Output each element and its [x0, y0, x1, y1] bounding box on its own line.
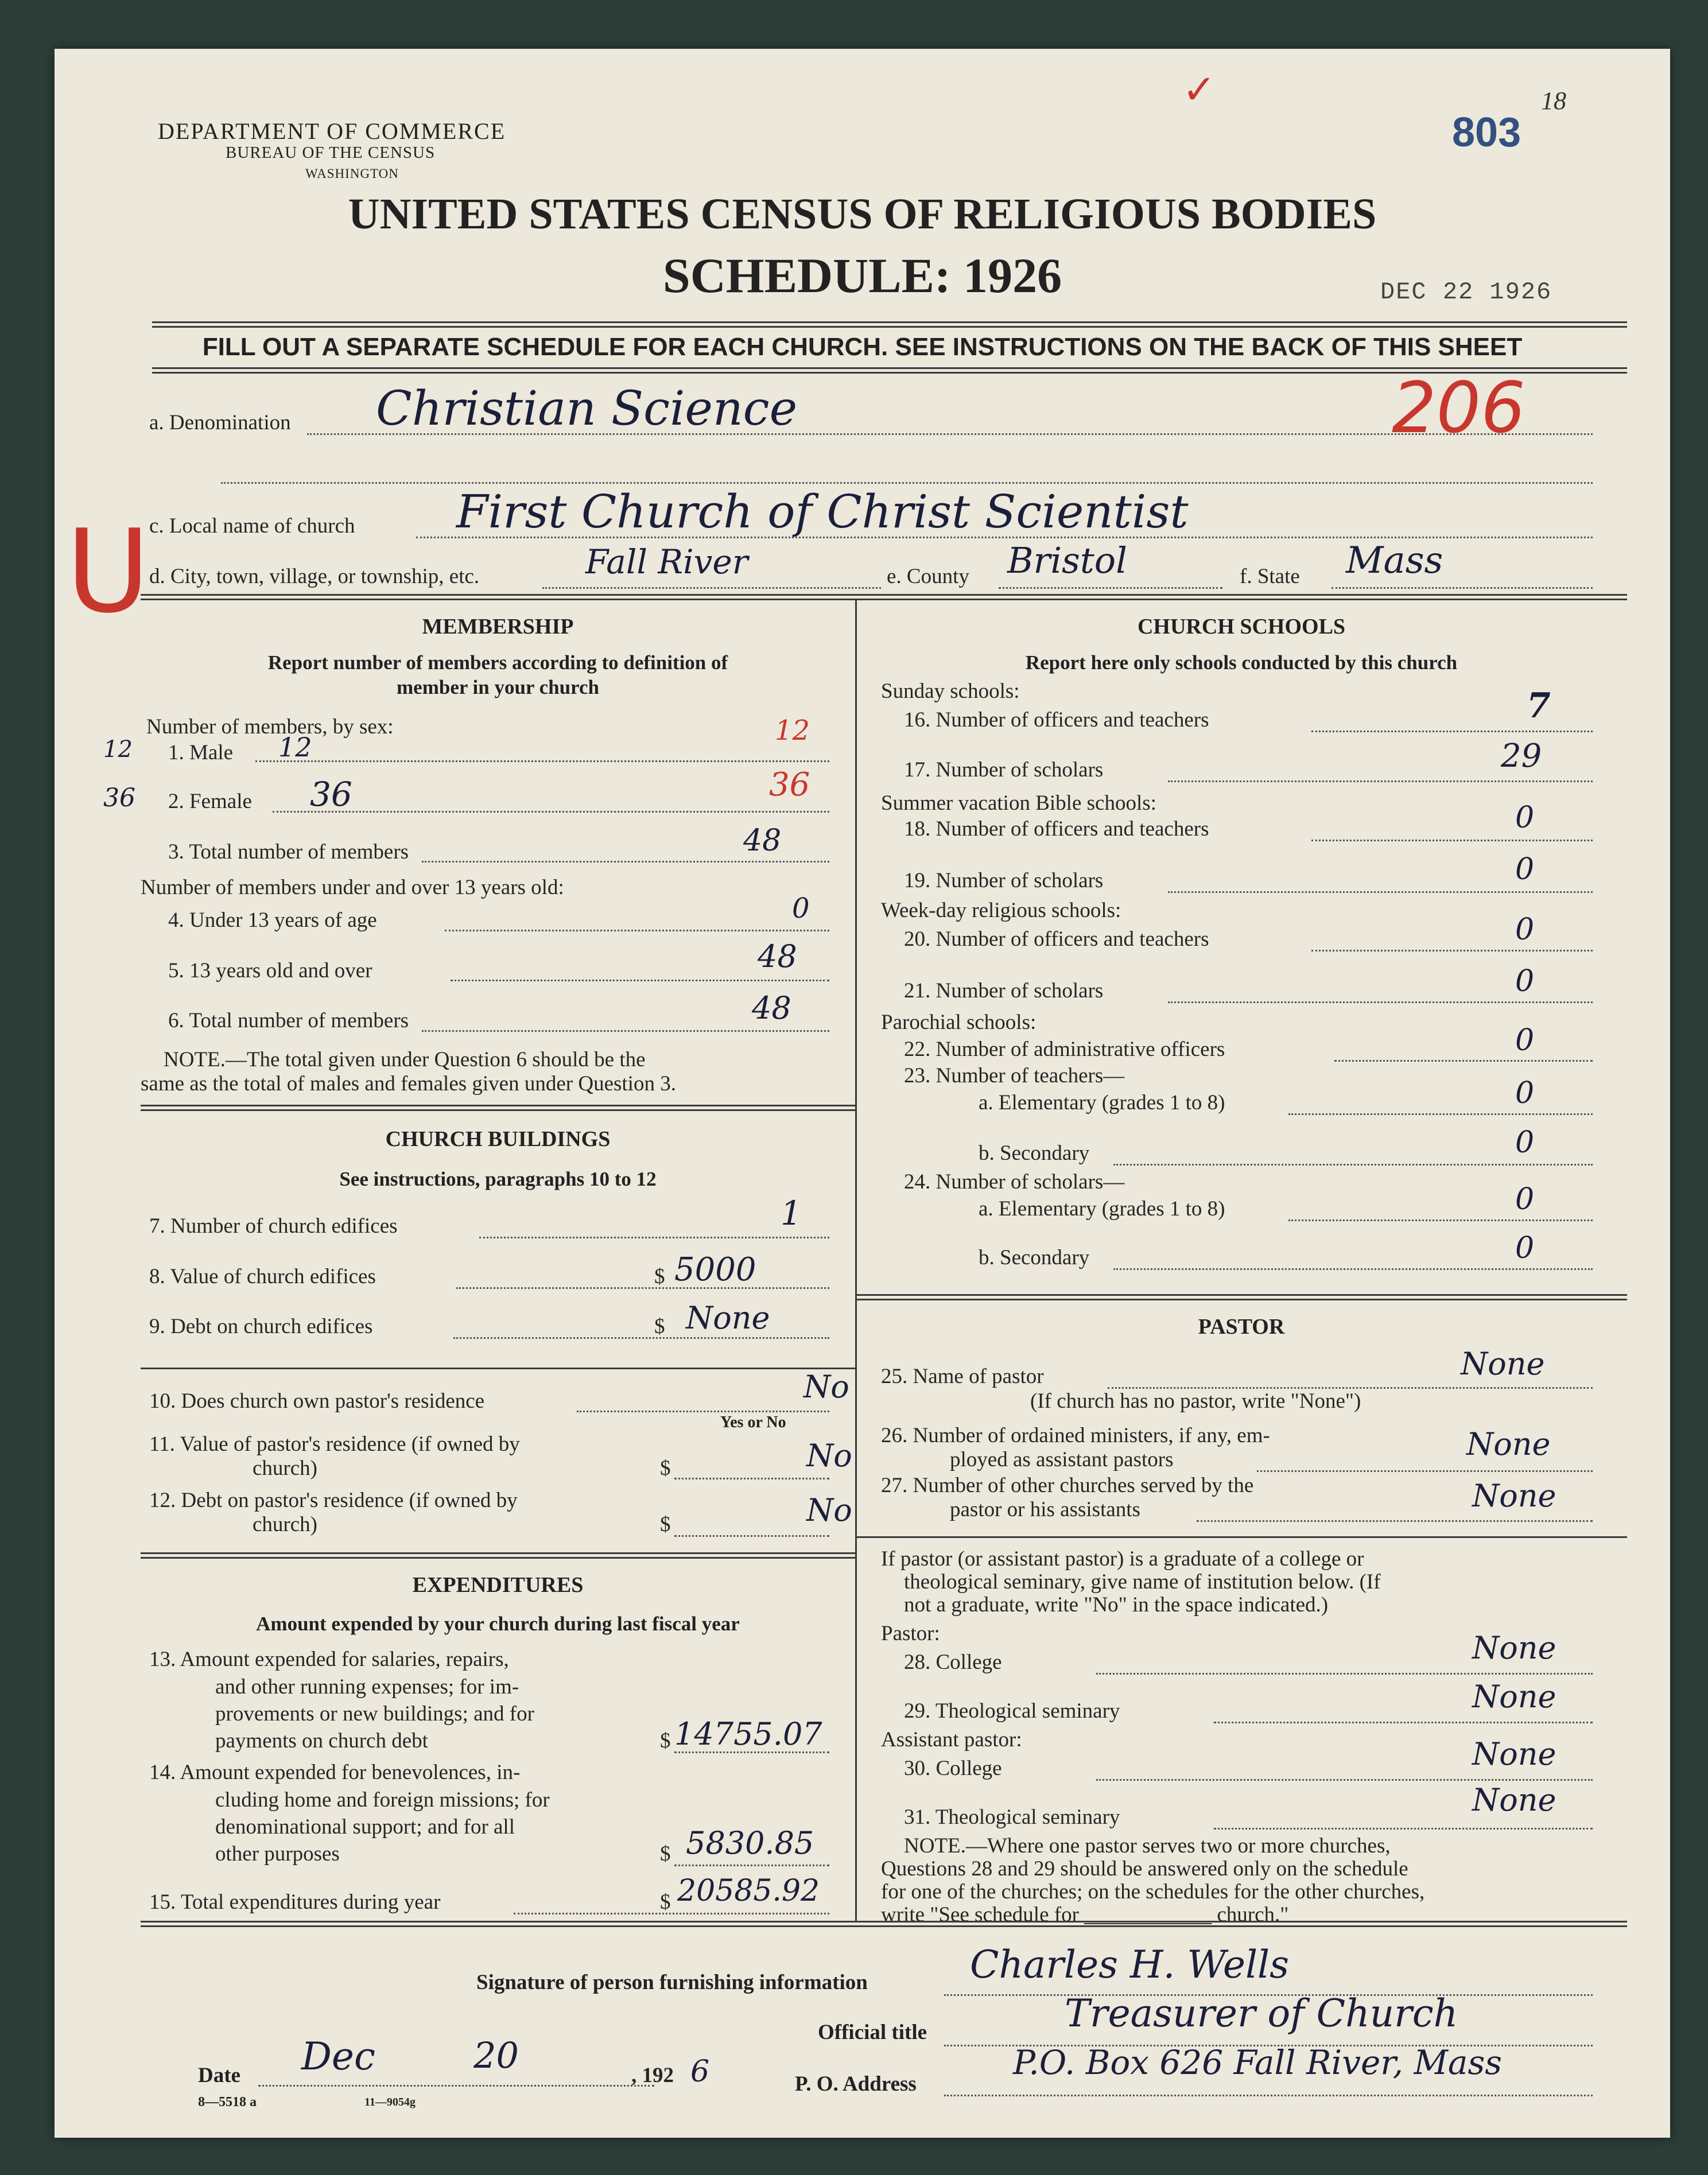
column-divider: [855, 599, 857, 1921]
red-code: 206: [1392, 367, 1525, 449]
state-value[interactable]: Mass: [1346, 539, 1443, 582]
q13-value[interactable]: 14755.07: [674, 1716, 822, 1752]
q11-value[interactable]: No: [806, 1438, 852, 1474]
q26-label-b: ployed as assistant pastors: [950, 1448, 1174, 1471]
denomination-label: a. Denomination: [149, 411, 291, 434]
q20-value[interactable]: 0: [1515, 912, 1535, 947]
q12-value[interactable]: No: [806, 1492, 852, 1528]
banner: FILL OUT A SEPARATE SCHEDULE FOR EACH CHURCH. SEE INSTRUCTIONS ON THE BACK OF THIS SHEET: [202, 333, 1523, 361]
stamp-superscript: 18: [1541, 87, 1566, 115]
q4-value[interactable]: 0: [792, 892, 810, 925]
city-line: WASHINGTON: [305, 166, 399, 181]
bureau-line: BUREAU OF THE CENSUS: [226, 143, 436, 162]
expenditures-subtitle: Amount expended by your church during last fiscal year: [256, 1613, 740, 1635]
red-letter-mark: U: [66, 505, 150, 639]
expenditures-title: EXPENDITURES: [412, 1573, 584, 1597]
q9-label: 9. Debt on church edifices: [149, 1315, 373, 1338]
q24b-label: b. Secondary: [979, 1246, 1090, 1269]
q26-label-a: 26. Number of ordained ministers, if any, em-: [881, 1424, 1270, 1447]
q23b-value[interactable]: 0: [1515, 1125, 1535, 1160]
q7-label: 7. Number of church edifices: [149, 1214, 398, 1238]
q8-label: 8. Value of church edifices: [149, 1265, 376, 1288]
buildings-title: CHURCH BUILDINGS: [385, 1127, 611, 1151]
q5-value[interactable]: 48: [758, 938, 797, 974]
graduate-instruction-3: not a graduate, write "No" in the space indicated.): [904, 1593, 1329, 1617]
date-year-printed: , 192: [631, 2064, 674, 2087]
q13-label-d: payments on church debt: [215, 1729, 428, 1753]
city-label: d. City, town, village, or township, etc.: [149, 565, 480, 588]
by-sex-label: Number of members, by sex:: [146, 715, 394, 739]
pastor-label: Pastor:: [881, 1622, 940, 1645]
q11-label-b: church): [253, 1457, 317, 1480]
q12-dollar: $: [660, 1513, 671, 1536]
official-title-label: Official title: [818, 2021, 927, 2044]
date-day[interactable]: 20: [473, 2034, 519, 2076]
q6-value[interactable]: 48: [752, 990, 791, 1026]
q16-value[interactable]: 7: [1527, 686, 1551, 726]
q6-label: 6. Total number of members: [168, 1009, 409, 1032]
q1-margin-note: 12: [103, 736, 133, 763]
city-value[interactable]: Fall River: [585, 542, 748, 581]
pastor-note-4: write "See schedule for ____________ church.": [881, 1903, 1289, 1927]
q24-label: 24. Number of scholars—: [904, 1170, 1125, 1194]
q23-label: 23. Number of teachers—: [904, 1064, 1125, 1088]
sunday-label: Sunday schools:: [881, 679, 1020, 703]
state-label: f. State: [1240, 565, 1300, 588]
q8-dollar: $: [654, 1265, 665, 1288]
membership-title: MEMBERSHIP: [422, 615, 574, 639]
q22-label: 22. Number of administrative officers: [904, 1038, 1225, 1061]
pastor-note-3: for one of the churches; on the schedules for the other churches,: [881, 1880, 1425, 1904]
q26-value[interactable]: None: [1466, 1426, 1551, 1462]
local-name-value[interactable]: First Church of Christ Scientist: [456, 485, 1189, 538]
membership-subtitle-2: member in your church: [397, 676, 599, 698]
q30-label: 30. College: [904, 1757, 1002, 1780]
q27-label-a: 27. Number of other churches served by the: [881, 1474, 1254, 1497]
signature-label: Signature of person furnishing information: [476, 1971, 868, 1994]
q27-label-b: pastor or his assistants: [950, 1498, 1140, 1521]
q15-value[interactable]: 20585.92: [677, 1874, 820, 1908]
date-label: Date: [198, 2064, 240, 2087]
denomination-value[interactable]: Christian Science: [376, 382, 798, 436]
county-value[interactable]: Bristol: [1007, 539, 1127, 581]
q10-value[interactable]: No: [803, 1369, 849, 1405]
form-number-1: 8—5518 a: [198, 2095, 257, 2110]
q28-value[interactable]: None: [1472, 1630, 1556, 1666]
q15-label: 15. Total expenditures during year: [149, 1890, 441, 1914]
q3-label: 3. Total number of members: [168, 840, 409, 864]
q8-value[interactable]: 5000: [674, 1251, 756, 1288]
po-address-label: P. O. Address: [795, 2072, 917, 2096]
q23a-label: a. Elementary (grades 1 to 8): [979, 1091, 1225, 1114]
q31-value[interactable]: None: [1472, 1782, 1556, 1818]
q14-label-c: denominational support; and for all: [215, 1815, 515, 1839]
q18-label: 18. Number of officers and teachers: [904, 817, 1209, 841]
assistant-pastor-label: Assistant pastor:: [881, 1728, 1022, 1751]
yes-no-caption: Yes or No: [720, 1413, 786, 1431]
q17-value[interactable]: 29: [1501, 737, 1542, 775]
county-label: e. County: [887, 565, 969, 588]
q20-label: 20. Number of officers and teachers: [904, 927, 1209, 951]
q2-red-check: 36: [769, 766, 810, 803]
form-title: UNITED STATES CENSUS OF RELIGIOUS BODIES: [348, 190, 1377, 238]
graduate-instruction-2: theological seminary, give name of institution below. (If: [904, 1570, 1381, 1594]
q29-label: 29. Theological seminary: [904, 1699, 1120, 1723]
pastor-note-2: Questions 28 and 29 should be answered only on the schedule: [881, 1857, 1408, 1881]
q28-label: 28. College: [904, 1650, 1002, 1674]
q18-value[interactable]: 0: [1515, 801, 1535, 835]
q1-value[interactable]: 12: [278, 732, 312, 763]
q14-dollar: $: [660, 1842, 671, 1866]
q13-label-a: 13. Amount expended for salaries, repairs,: [149, 1648, 509, 1671]
check-mark: ✓: [1182, 68, 1216, 112]
q1-label: 1. Male: [168, 741, 234, 764]
q31-label: 31. Theological seminary: [904, 1805, 1120, 1829]
membership-note-1: NOTE.—The total given under Question 6 should be the: [164, 1048, 646, 1071]
membership-note-2: same as the total of males and females given under Question 3.: [141, 1072, 676, 1096]
schedule-sheet: [55, 49, 1670, 2138]
po-address-value[interactable]: P.O. Box 626 Fall River, Mass: [1013, 2043, 1503, 2082]
q14-label-b: cluding home and foreign missions; for: [215, 1788, 550, 1812]
q10-label: 10. Does church own pastor's residence: [149, 1389, 485, 1413]
q25-label: 25. Name of pastor: [881, 1365, 1044, 1388]
summer-label: Summer vacation Bible schools:: [881, 791, 1156, 815]
q30-value[interactable]: None: [1472, 1736, 1556, 1772]
official-title-value[interactable]: Treasurer of Church: [1065, 1991, 1458, 2036]
stamp-number: 803: [1452, 110, 1521, 156]
q11-dollar: $: [660, 1457, 671, 1480]
by-age-label: Number of members under and over 13 years old:: [141, 876, 564, 899]
form-number-2: 11—9054g: [364, 2096, 416, 2108]
pastor-note-1: NOTE.—Where one pastor serves two or more churches,: [904, 1834, 1391, 1858]
q11-label-a: 11. Value of pastor's residence (if owned by: [149, 1432, 520, 1456]
q16-label: 16. Number of officers and teachers: [904, 708, 1209, 732]
parochial-label: Parochial schools:: [881, 1011, 1037, 1034]
schools-subtitle: Report here only schools conducted by this church: [1025, 651, 1458, 674]
q9-value[interactable]: None: [686, 1300, 770, 1336]
buildings-subtitle: See instructions, paragraphs 10 to 12: [339, 1168, 657, 1190]
q23b-label: b. Secondary: [979, 1141, 1090, 1165]
membership-subtitle-1: Report number of members according to definition of: [267, 651, 728, 674]
q24a-label: a. Elementary (grades 1 to 8): [979, 1197, 1225, 1221]
q12-label-a: 12. Debt on pastor's residence (if owned by: [149, 1489, 518, 1512]
date-stamp: DEC 22 1926: [1380, 278, 1552, 306]
q4-label: 4. Under 13 years of age: [168, 908, 377, 932]
dept-line: DEPARTMENT OF COMMERCE: [158, 118, 506, 144]
q21-label: 21. Number of scholars: [904, 979, 1104, 1003]
q13-label-c: provements or new buildings; and for: [215, 1702, 534, 1726]
q15-dollar: $: [660, 1890, 671, 1914]
q25-value[interactable]: None: [1461, 1346, 1545, 1382]
q12-label-b: church): [253, 1513, 317, 1536]
q13-label-b: and other running expenses; for im-: [215, 1675, 519, 1699]
q29-value[interactable]: None: [1472, 1679, 1556, 1715]
schedule-title: SCHEDULE: 1926: [662, 248, 1062, 303]
q1-red-check: 12: [775, 714, 810, 747]
pastor-title: PASTOR: [1198, 1315, 1285, 1339]
q13-dollar: $: [660, 1729, 671, 1753]
local-name-label: c. Local name of church: [149, 514, 355, 538]
signature-value[interactable]: Charles H. Wells: [970, 1943, 1290, 1987]
graduate-instruction-1: If pastor (or assistant pastor) is a graduate of a college or: [881, 1547, 1364, 1571]
schools-title: CHURCH SCHOOLS: [1137, 615, 1346, 639]
q14-label-a: 14. Amount expended for benevolences, in-: [149, 1761, 521, 1784]
q23a-value[interactable]: 0: [1515, 1076, 1535, 1110]
q27-value[interactable]: None: [1472, 1478, 1556, 1514]
q3-value[interactable]: 48: [743, 824, 782, 858]
q21-value[interactable]: 0: [1515, 964, 1535, 999]
weekday-label: Week-day religious schools:: [881, 899, 1121, 922]
q14-label-d: other purposes: [215, 1842, 340, 1866]
q17-label: 17. Number of scholars: [904, 758, 1104, 782]
q5-label: 5. 13 years old and over: [168, 959, 372, 982]
q24b-value[interactable]: 0: [1515, 1231, 1535, 1265]
date-year-handwritten[interactable]: 6: [690, 2054, 710, 2089]
q2-margin-note: 36: [103, 783, 135, 813]
date-month[interactable]: Dec: [301, 2034, 375, 2079]
q2-value[interactable]: 36: [310, 775, 352, 814]
q2-label: 2. Female: [168, 790, 252, 813]
q7-value[interactable]: 1: [781, 1194, 802, 1233]
q19-label: 19. Number of scholars: [904, 869, 1104, 892]
q14-value[interactable]: 5830.85: [686, 1825, 814, 1861]
q9-dollar: $: [654, 1315, 665, 1338]
q19-value[interactable]: 0: [1515, 852, 1535, 887]
q24a-value[interactable]: 0: [1515, 1182, 1535, 1217]
q22-value[interactable]: 0: [1515, 1023, 1535, 1058]
q25-note: (If church has no pastor, write "None"): [1030, 1389, 1361, 1413]
